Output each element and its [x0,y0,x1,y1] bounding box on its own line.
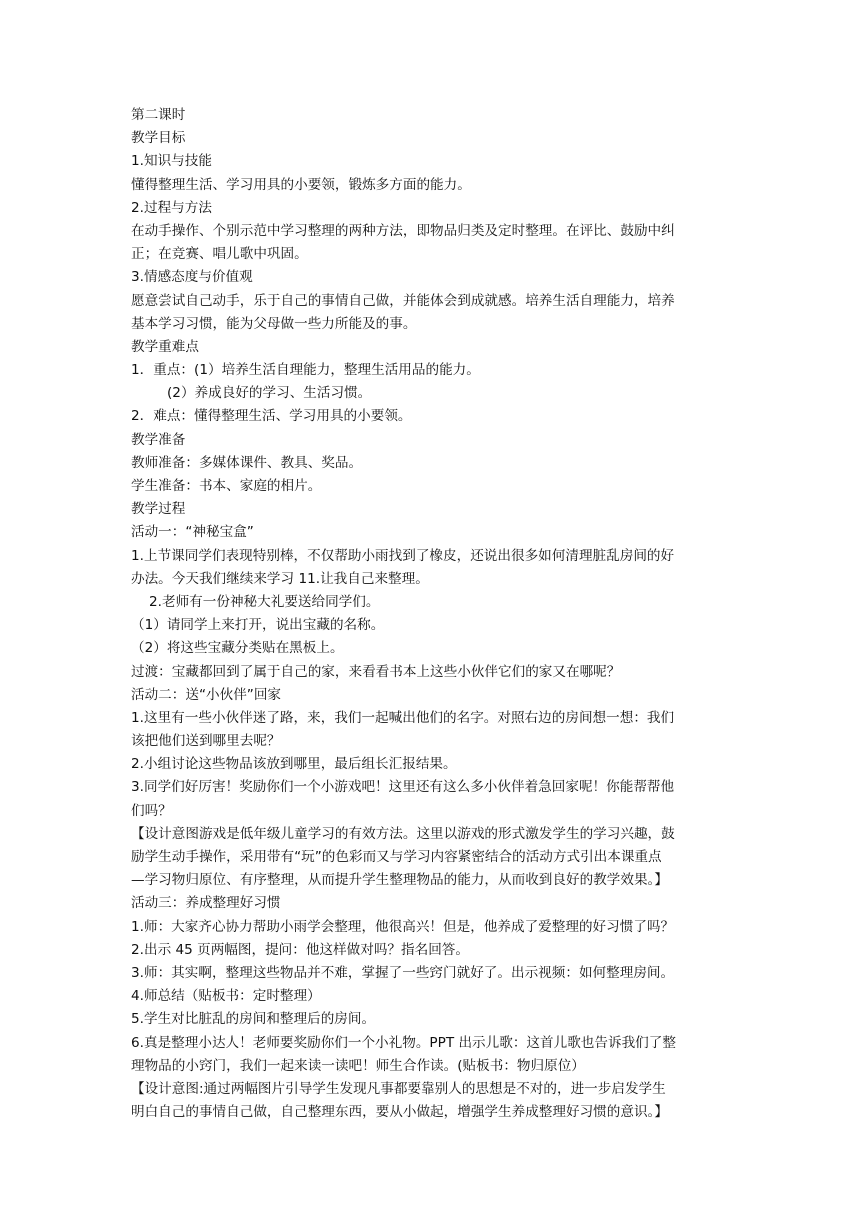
paragraph-line: 正；在竞赛、唱儿歌中巩固。 [131,246,308,263]
activity-heading-2: 活动二：送“小伙伴”回家 [131,686,282,703]
paragraph-line: 1．重点：(1）培养生活自理能力，整理生活用品的能力。 [131,362,480,379]
design-intent-line: 励学生动手操作，采用带有“玩”的色彩而又与学习内容紧密结合的活动方式引出本课重点 [131,849,662,865]
activity-heading-3: 活动三：养成整理好习惯 [131,895,281,912]
paragraph-line: 3.同学们好厉害！奖励你们一个小游戏吧！这里还有这么多小伙伴着急回家呢！你能帮帮他 [131,779,675,796]
paragraph-line: 们吗？ [131,802,172,819]
paragraph-line: 5.学生对比脏乱的房间和整理后的房间。 [131,1011,376,1028]
design-intent-line: —学习物归原位、有序整理，从而提升学生整理物品的能力，从而收到良好的教学效果。】 [131,872,668,889]
paragraph-line: 理物品的小窍门，我们一起来读一读吧！师生合作读。(贴板书：物归原位） [131,1057,585,1074]
subheading-attitude: 3.情感态度与价值观 [131,269,253,286]
paragraph-line: 3.师：其实啊，整理这些物品并不难，掌握了一些窍门就好了。出示视频：如何整理房间。 [131,964,675,981]
paragraph-line: 6.真是整理小达人！老师要奖励你们一个小礼物。PPT 出示儿歌：这首儿歌也告诉我们了整 [131,1034,676,1051]
paragraph-line: 1.上节课同学们表现特别棒，不仅帮助小雨找到了橡皮，还说出很多如何清理脏乱房间的好 [131,547,675,564]
activity-heading-1: 活动一：“神秘宝盒” [131,524,254,541]
section-heading-key-points: 教学重难点 [131,338,199,355]
paragraph-line: 懂得整理生活、学习用具的小要领，锻炼多方面的能力。 [131,176,471,193]
section-heading-goals: 教学目标 [131,130,186,147]
paragraph-line: 4.师总结（贴板书：定时整理） [131,988,321,1005]
paragraph-line: 2.小组讨论这些物品该放到哪里，最后组长汇报结果。 [131,756,457,773]
paragraph-line: （2）将这些宝藏分类贴在黑板上。 [131,640,344,657]
paragraph-line: 过渡：宝藏都回到了属于自己的家，来看看书本上这些小伙伴它们的家又在哪呢？ [131,663,621,680]
paragraph-line: 1.这里有一些小伙伴迷了路，来，我们一起喊出他们的名字。对照右边的房间想一想：我们 [131,709,675,726]
subheading-knowledge: 1.知识与技能 [131,153,212,170]
section-heading-process: 教学过程 [131,501,186,518]
paragraph-line: 该把他们送到哪里去呢？ [131,733,281,750]
paragraph-line: 在动手操作、个别示范中学习整理的两种方法，即物品归类及定时整理。在评比、鼓励中纠 [131,222,675,239]
section-heading-preparation: 教学准备 [131,431,186,448]
design-intent-line: 【设计意图游戏是低年级儿童学习的有效方法。这里以游戏的形式激发学生的学习兴趣，鼓 [131,825,675,842]
subheading-process: 2.过程与方法 [131,199,212,216]
paragraph-line: 2.出示 45 页两幅图，提问：他这样做对吗？指名回答。 [131,941,469,958]
paragraph-line-indented: 2.老师有一份神秘大礼要送给同学们。 [149,593,380,610]
paragraph-line: 1.师：大家齐心协力帮助小雨学会整理，他很高兴！但是，他养成了爱整理的好习惯了吗？ [131,918,675,935]
paragraph-line-indented: (2）养成良好的学习、生活习惯。 [167,385,372,402]
paragraph-line: 办法。今天我们继续来学习 11.让我自己来整理。 [131,570,429,587]
paragraph-line: 教师准备：多媒体课件、教具、奖品。 [131,454,363,471]
paragraph-line: （1）请同学上来打开，说出宝藏的名称。 [131,617,385,634]
document-page [131,104,731,1124]
paragraph-line: 基本学习习惯，能为父母做一些力所能及的事。 [131,315,417,332]
paragraph-line: 2．难点：懂得整理生活、学习用具的小要领。 [131,408,412,425]
paragraph-line: 学生准备：书本、家庭的相片。 [131,478,322,494]
lesson-title: 第二课时 [131,107,186,123]
paragraph-line: 愿意尝试自己动手，乐于自己的事情自己做，并能体会到成就感。培养生活自理能力，培养 [131,292,675,309]
design-intent-line: 【设计意图:通过两幅图片引导学生发现凡事都要靠别人的思想是不对的，进一步启发学生 [131,1080,666,1097]
design-intent-line: 明白自己的事情自己做，自己整理东西，要从小做起，增强学生养成整理好习惯的意识。】 [131,1104,668,1121]
